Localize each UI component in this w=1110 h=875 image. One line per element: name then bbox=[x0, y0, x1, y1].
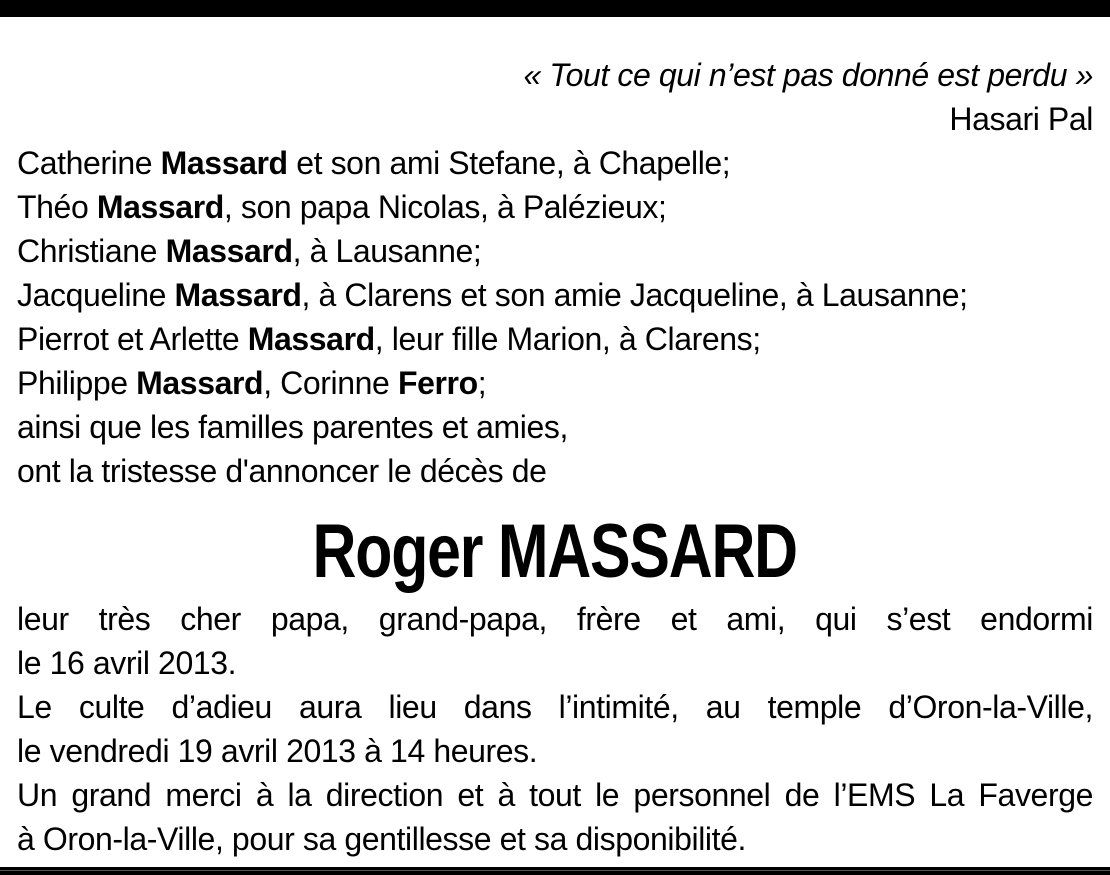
top-border-bar bbox=[0, 0, 1110, 17]
memorial-quote: « Tout ce qui n’est pas donné est perdu » bbox=[523, 57, 1093, 93]
text-segment: , à Clarens et son amie Jacqueline, à Lausanne; bbox=[301, 277, 968, 313]
text-segment: , à Lausanne; bbox=[292, 233, 482, 269]
bottom-border bbox=[0, 867, 1110, 875]
text-segment: Théo bbox=[17, 189, 97, 225]
announcement-line bbox=[17, 817, 1093, 861]
text-segment: le vendredi 19 avril 2013 à 14 heures. bbox=[17, 733, 538, 769]
text-segment: ainsi que les familles parentes et amies, bbox=[17, 409, 568, 445]
surname-bold: Massard bbox=[247, 321, 375, 357]
family-line bbox=[17, 317, 1093, 361]
bottom-border-bar bbox=[0, 871, 1110, 875]
text-segment: ; bbox=[477, 365, 487, 401]
family-line bbox=[17, 361, 1093, 405]
text-segment: , leur fille Marion, à Clarens; bbox=[374, 321, 761, 357]
family-line bbox=[17, 273, 1093, 317]
text-segment: Christiane bbox=[17, 233, 166, 269]
text-segment: le 16 avril 2013. bbox=[17, 645, 237, 681]
text-segment: , Corinne bbox=[263, 365, 398, 401]
deceased-name-text: Roger MASSARD bbox=[312, 509, 798, 594]
text-segment: Un grand merci à la direction et à tout le personnel de l’EMS La Faverge bbox=[17, 777, 1093, 813]
family-line bbox=[17, 141, 1093, 185]
text-segment: ont la tristesse d'annoncer le décès de bbox=[17, 453, 547, 489]
family-line bbox=[17, 185, 1093, 229]
funeral-details bbox=[17, 597, 1093, 861]
surname-bold: Massard bbox=[136, 365, 264, 401]
text-segment: Jacqueline bbox=[17, 277, 175, 313]
announcement-line bbox=[17, 685, 1093, 729]
obituary-notice bbox=[0, 17, 1110, 861]
text-segment: Philippe bbox=[17, 365, 137, 401]
text-segment: à Oron-la-Ville, pour sa gentillesse et sa disponibilité. bbox=[17, 821, 747, 857]
text-segment: Le culte d’adieu aura lieu dans l’intimité, au temple d’Oron-la-Ville, bbox=[17, 689, 1093, 725]
text-segment: , son papa Nicolas, à Palézieux; bbox=[223, 189, 667, 225]
family-announcement-lines bbox=[17, 141, 1093, 493]
family-line bbox=[17, 449, 1093, 493]
surname-bold: Massard bbox=[96, 189, 224, 225]
family-line bbox=[17, 405, 1093, 449]
deceased-name-title bbox=[17, 507, 1093, 597]
announcement-line bbox=[17, 773, 1093, 817]
surname-bold: Massard bbox=[165, 233, 293, 269]
announcement-line bbox=[17, 641, 1093, 685]
text-segment: et son ami Stefane, à Chapelle; bbox=[287, 145, 731, 181]
family-line bbox=[17, 229, 1093, 273]
text-segment: Catherine bbox=[17, 145, 161, 181]
quote-attribution: Hasari Pal bbox=[949, 101, 1093, 137]
announcement-line bbox=[17, 729, 1093, 773]
surname-bold: Massard bbox=[174, 277, 302, 313]
announcement-line bbox=[17, 597, 1093, 641]
text-segment: Pierrot et Arlette bbox=[17, 321, 248, 357]
text-segment: leur très cher papa, grand-papa, frère et ami, qui s’est endormi bbox=[17, 601, 1093, 637]
surname-bold: Ferro bbox=[397, 365, 478, 401]
surname-bold: Massard bbox=[160, 145, 288, 181]
